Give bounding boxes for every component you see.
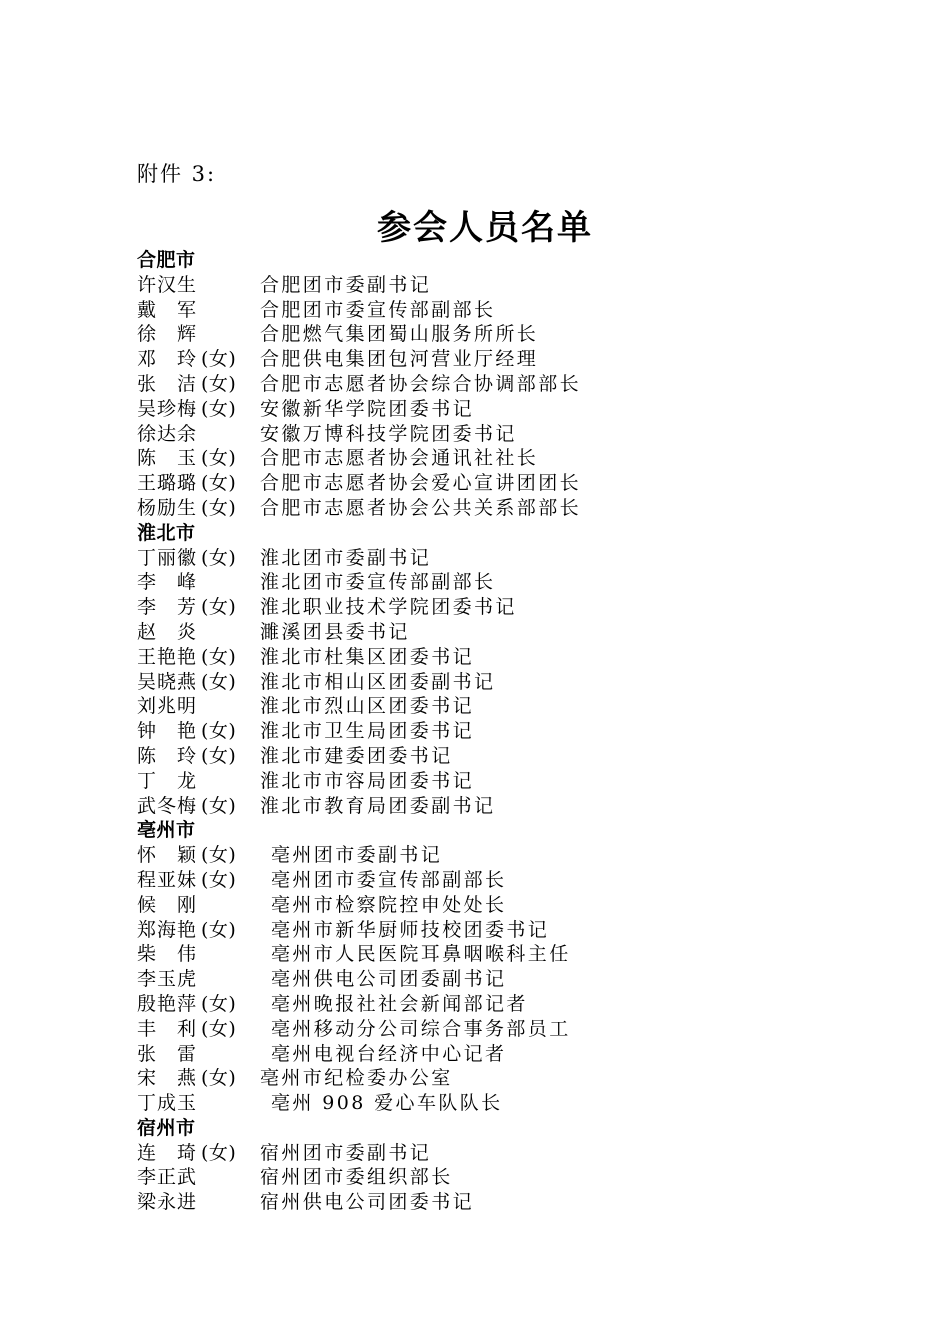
document-title: 参会人员名单 <box>377 208 593 248</box>
attendee-row <box>137 1042 897 1067</box>
attendee-gender: (女) <box>201 670 237 693</box>
attendee-name: 赵 炎 <box>137 620 198 643</box>
attendee-name: 王璐璐 <box>137 472 198 495</box>
attendee-gender: (女) <box>201 447 237 470</box>
attendee-row <box>137 1141 897 1166</box>
attendee-gender: (女) <box>201 397 237 420</box>
attendee-name: 王艳艳 <box>137 645 198 668</box>
attendee-gender: (女) <box>201 918 237 941</box>
attendee-name: 张 洁 <box>137 372 198 395</box>
attendee-row <box>137 1066 897 1091</box>
attendee-name: 柴 伟 <box>137 943 198 966</box>
attendee-position: 亳州移动分公司综合事务部员工 <box>271 1017 571 1040</box>
attendee-position: 合肥市志愿者协会公共关系部部长 <box>260 496 582 519</box>
attendee-position: 安徽万博科技学院团委书记 <box>260 422 517 445</box>
attendee-name: 李玉虎 <box>137 968 198 991</box>
attendee-row <box>137 719 897 744</box>
attendee-row <box>137 1091 897 1116</box>
attendee-row <box>137 397 897 422</box>
attendee-name: 殷艳萍 <box>137 992 198 1015</box>
attendee-row <box>137 670 897 695</box>
attendee-row <box>137 843 897 868</box>
attendee-position: 亳州市纪检委办公室 <box>260 1067 453 1090</box>
attendee-name: 杨励生 <box>137 496 198 519</box>
attendee-position: 淮北市教育局团委副书记 <box>260 794 496 817</box>
attendee-gender: (女) <box>201 868 237 891</box>
attendee-name: 戴 军 <box>137 298 198 321</box>
attendee-name: 梁永进 <box>137 1191 198 1214</box>
attendee-row <box>137 422 897 447</box>
attendee-row <box>137 918 897 943</box>
attendee-name: 武冬梅 <box>137 794 198 817</box>
city-heading: 淮北市 <box>137 521 196 544</box>
attendee-position: 亳州 908 爱心车队队长 <box>271 1092 503 1115</box>
attendee-position: 淮北团市委副书记 <box>260 546 432 569</box>
attendee-name: 李 峰 <box>137 571 198 594</box>
attendee-row <box>137 1165 897 1190</box>
attendee-name: 怀 颖 <box>137 844 198 867</box>
attendee-row <box>137 868 897 893</box>
attendee-position: 宿州供电公司团委书记 <box>260 1191 475 1214</box>
attendee-gender: (女) <box>201 1017 237 1040</box>
attendee-name: 徐达余 <box>137 422 198 445</box>
attendee-position: 安徽新华学院团委书记 <box>260 397 475 420</box>
attendee-gender: (女) <box>201 596 237 619</box>
attendee-position: 亳州团市委宣传部副部长 <box>271 868 507 891</box>
city-heading: 合肥市 <box>137 249 196 271</box>
attendee-position: 亳州电视台经济中心记者 <box>271 1042 507 1065</box>
attendee-row <box>137 620 897 645</box>
attendee-row <box>137 372 897 397</box>
attendee-name: 丁 龙 <box>137 769 198 792</box>
city-heading: 亳州市 <box>137 819 196 842</box>
attendee-row <box>137 893 897 918</box>
attendee-row <box>137 347 897 372</box>
attendee-name: 李 芳 <box>137 596 198 619</box>
attendee-row <box>137 595 897 620</box>
attendee-name: 吴珍梅 <box>137 397 198 420</box>
attendee-row <box>137 322 897 347</box>
attendee-name: 吴晓燕 <box>137 670 198 693</box>
attendee-name: 丁丽徽 <box>137 546 198 569</box>
attendee-gender: (女) <box>201 546 237 569</box>
attendee-gender: (女) <box>201 720 237 743</box>
attendee-position: 亳州市新华厨师技校团委书记 <box>271 918 550 941</box>
attendee-row <box>137 273 897 298</box>
attendee-row <box>137 471 897 496</box>
attendee-name: 邓 玲 <box>137 348 198 371</box>
attendee-position: 亳州供电公司团委副书记 <box>271 968 507 991</box>
attendee-gender: (女) <box>201 645 237 668</box>
attendee-position: 淮北团市委宣传部副部长 <box>260 571 496 594</box>
attendee-gender: (女) <box>201 844 237 867</box>
attendee-gender: (女) <box>201 372 237 395</box>
attendee-position: 淮北市卫生局团委书记 <box>260 720 475 743</box>
attendee-gender: (女) <box>201 744 237 767</box>
attachment-label: 附件 3: <box>137 162 217 186</box>
attendee-name: 郑海艳 <box>137 918 198 941</box>
attendee-name: 宋 燕 <box>137 1067 198 1090</box>
attendee-position: 亳州市人民医院耳鼻咽喉科主任 <box>271 943 571 966</box>
attendee-position: 合肥团市委宣传部副部长 <box>260 298 496 321</box>
attendee-gender: (女) <box>201 1141 237 1164</box>
attendee-row <box>137 694 897 719</box>
attendee-row <box>137 794 897 819</box>
attendee-name: 连 琦 <box>137 1141 198 1164</box>
attendee-position: 宿州团市委副书记 <box>260 1141 432 1164</box>
attendee-gender: (女) <box>201 472 237 495</box>
attendee-name: 许汉生 <box>137 273 198 296</box>
attendee-position: 合肥团市委副书记 <box>260 273 432 296</box>
attendee-position: 宿州团市委组织部长 <box>260 1166 453 1189</box>
attendee-name: 丁成玉 <box>137 1092 198 1115</box>
attendee-position: 淮北市烈山区团委书记 <box>260 695 475 718</box>
attendee-name: 钟 艳 <box>137 720 198 743</box>
attendee-position: 淮北市建委团委书记 <box>260 744 453 767</box>
attendee-row <box>137 446 897 471</box>
attendee-row <box>137 298 897 323</box>
attendee-row <box>137 546 897 571</box>
attendee-row <box>137 570 897 595</box>
attendee-position: 淮北市杜集区团委书记 <box>260 645 475 668</box>
attendee-name: 李正武 <box>137 1166 198 1189</box>
attendee-row <box>137 496 897 521</box>
attendee-row <box>137 1190 897 1215</box>
attendee-name: 刘兆明 <box>137 695 198 718</box>
attendee-gender: (女) <box>201 496 237 519</box>
city-heading: 宿州市 <box>137 1116 196 1139</box>
attendee-position: 淮北市相山区团委副书记 <box>260 670 496 693</box>
attendee-position: 淮北市市容局团委书记 <box>260 769 475 792</box>
attendee-row <box>137 1017 897 1042</box>
attendee-gender: (女) <box>201 992 237 1015</box>
attendee-row <box>137 645 897 670</box>
attendee-gender: (女) <box>201 794 237 817</box>
attendee-row <box>137 942 897 967</box>
attendee-position: 亳州市检察院控申处处长 <box>271 893 507 916</box>
attendee-row <box>137 992 897 1017</box>
attendee-gender: (女) <box>201 1067 237 1090</box>
attendee-name: 陈 玲 <box>137 744 198 767</box>
attendee-name: 陈 玉 <box>137 447 198 470</box>
attendee-row <box>137 769 897 794</box>
attendee-position: 合肥燃气集团蜀山服务所所长 <box>260 323 539 346</box>
attendee-position: 濉溪团县委书记 <box>260 620 410 643</box>
attendee-position: 合肥市志愿者协会爱心宣讲团团长 <box>260 472 582 495</box>
attendee-position: 淮北职业技术学院团委书记 <box>260 596 517 619</box>
attendee-row <box>137 744 897 769</box>
attendee-row <box>137 967 897 992</box>
attendee-list <box>137 248 897 1215</box>
attendee-position: 合肥供电集团包河营业厅经理 <box>260 348 539 371</box>
attendee-position: 亳州团市委副书记 <box>271 844 443 867</box>
attendee-name: 丰 利 <box>137 1017 198 1040</box>
attendee-name: 候 刚 <box>137 893 198 916</box>
attendee-position: 亳州晚报社社会新闻部记者 <box>271 992 528 1015</box>
attendee-position: 合肥市志愿者协会通讯社社长 <box>260 447 539 470</box>
attendee-position: 合肥市志愿者协会综合协调部部长 <box>260 372 582 395</box>
attendee-gender: (女) <box>201 348 237 371</box>
attendee-name: 程亚妹 <box>137 868 198 891</box>
attendee-name: 徐 辉 <box>137 323 198 346</box>
attendee-name: 张 雷 <box>137 1042 198 1065</box>
